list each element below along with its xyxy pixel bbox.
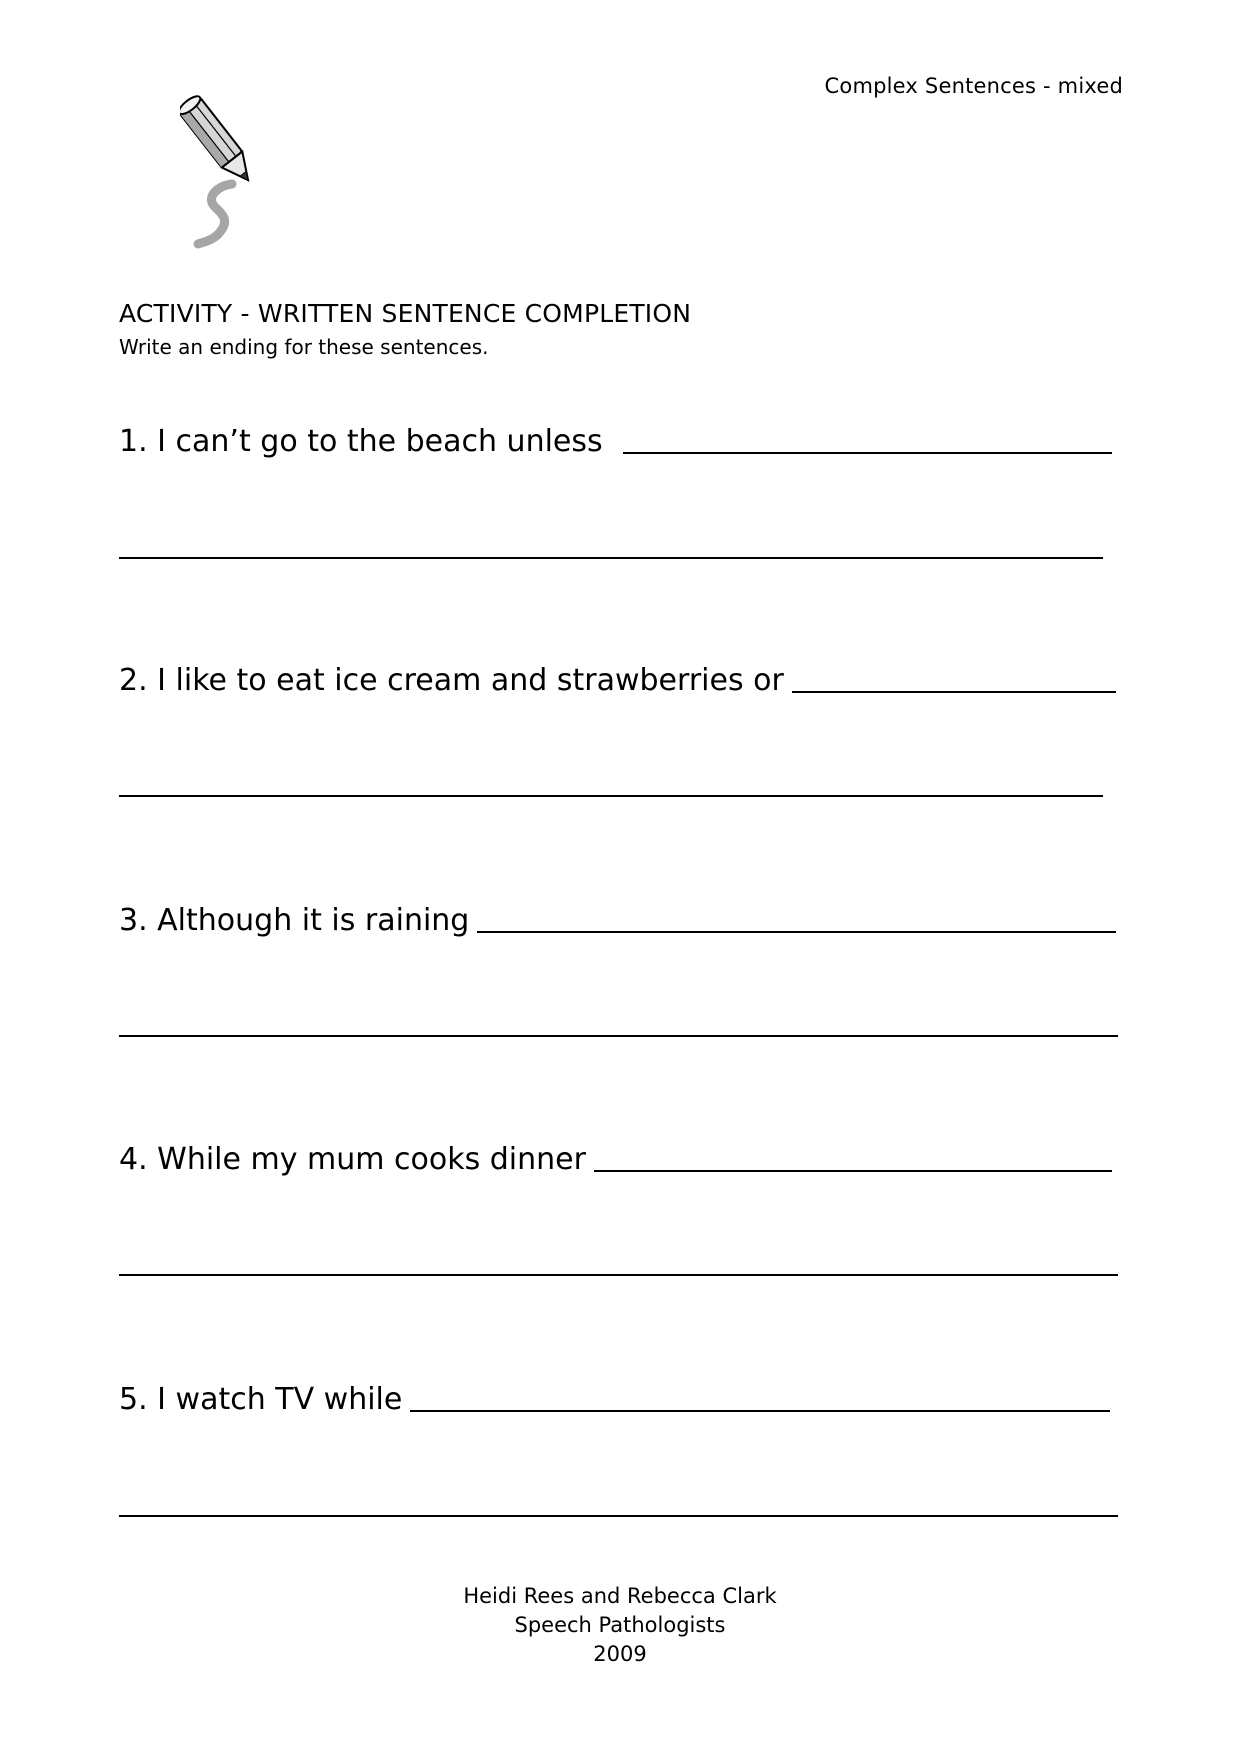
answer-line-1[interactable] — [119, 557, 1103, 559]
prompt-row-5 — [119, 1378, 1110, 1418]
prompt-text-4: 4. While my mum cooks dinner — [119, 1142, 586, 1177]
activity-instruction: Write an ending for these sentences. — [119, 335, 489, 359]
answer-line-4[interactable] — [119, 1274, 1118, 1276]
answer-blank-4[interactable] — [594, 1170, 1112, 1172]
prompt-text-5: 5. I watch TV while — [119, 1382, 403, 1417]
prompt-row-3 — [119, 899, 1116, 939]
answer-line-2[interactable] — [119, 795, 1103, 797]
prompt-row-4 — [119, 1138, 1112, 1178]
footer-year: 2009 — [593, 1642, 647, 1666]
activity-title: ACTIVITY - WRITTEN SENTENCE COMPLETION — [119, 299, 692, 328]
answer-line-3[interactable] — [119, 1035, 1118, 1037]
answer-blank-3[interactable] — [477, 931, 1116, 933]
footer — [0, 1582, 1240, 1669]
answer-blank-5[interactable] — [410, 1410, 1110, 1412]
footer-authors: Heidi Rees and Rebecca Clark — [463, 1584, 777, 1608]
answer-blank-2[interactable] — [792, 691, 1116, 693]
prompt-text-3: 3. Although it is raining — [119, 903, 470, 938]
prompt-text-1: 1. I can’t go to the beach unless — [119, 424, 603, 459]
footer-role: Speech Pathologists — [514, 1613, 726, 1637]
pencil-icon — [180, 86, 280, 251]
answer-blank-1[interactable] — [623, 452, 1112, 454]
answer-line-5[interactable] — [119, 1515, 1118, 1517]
prompt-text-2: 2. I like to eat ice cream and strawberries or — [119, 663, 784, 698]
header-label: Complex Sentences - mixed — [824, 74, 1123, 98]
prompt-row-1 — [119, 420, 1112, 460]
prompt-row-2 — [119, 659, 1116, 699]
